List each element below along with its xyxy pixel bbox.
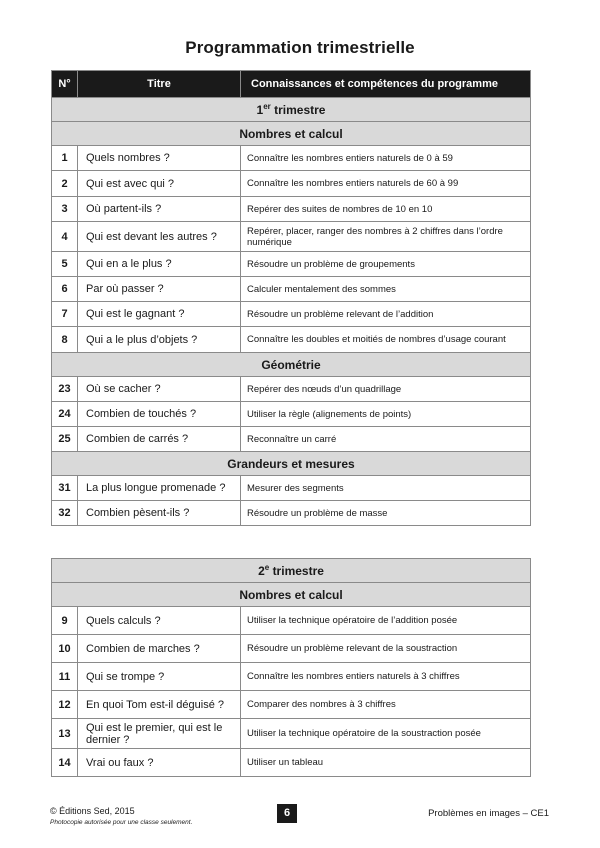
page-number: 6 — [277, 804, 297, 823]
table-row — [52, 749, 531, 777]
table-row — [52, 171, 531, 197]
row-titre: Qui a le plus d’objets ? — [78, 327, 241, 353]
row-competence: Connaître les nombres entiers naturels de 60 à 99 — [241, 171, 531, 197]
row-competence: Utiliser la technique opératoire de l’addition posée — [241, 607, 531, 635]
section-band — [52, 122, 531, 146]
section-band — [52, 583, 531, 607]
row-titre: Vrai ou faux ? — [78, 749, 241, 777]
table-row — [52, 197, 531, 222]
table-row — [52, 719, 531, 749]
row-num: 14 — [52, 749, 78, 777]
table-row — [52, 302, 531, 327]
row-competence: Comparer des nombres à 3 chiffres — [241, 691, 531, 719]
row-num: 8 — [52, 327, 78, 353]
row-competence: Utiliser la règle (alignements de points) — [241, 402, 531, 427]
section-band — [52, 452, 531, 476]
header-titre: Titre — [78, 71, 241, 98]
row-num: 6 — [52, 277, 78, 302]
row-competence: Connaître les nombres entiers naturels de 0 à 59 — [241, 146, 531, 171]
section-label: Nombres et calcul — [52, 583, 531, 607]
row-num: 24 — [52, 402, 78, 427]
section-label: Grandeurs et mesures — [52, 452, 531, 476]
row-titre: Qui est avec qui ? — [78, 171, 241, 197]
row-competence: Repérer des suites de nombres de 10 en 10 — [241, 197, 531, 222]
table-row — [52, 252, 531, 277]
trimestre-band — [52, 559, 531, 583]
row-num: 25 — [52, 427, 78, 452]
footer-book-title: Problèmes en images – CE1 — [428, 808, 549, 819]
row-titre: Qui est le premier, qui est le dernier ? — [78, 719, 241, 749]
row-titre: Qui en a le plus ? — [78, 252, 241, 277]
row-competence: Résoudre un problème de masse — [241, 501, 531, 526]
row-num: 7 — [52, 302, 78, 327]
row-titre: Quels calculs ? — [78, 607, 241, 635]
table-row — [52, 377, 531, 402]
row-competence: Résoudre un problème de groupements — [241, 252, 531, 277]
row-titre: Qui est le gagnant ? — [78, 302, 241, 327]
trimestre-1-table — [51, 70, 531, 526]
table-row — [52, 146, 531, 171]
row-competence: Résoudre un problème relevant de la soustraction — [241, 635, 531, 663]
header-domaine: Connaissances et compétences du programme — [241, 71, 531, 98]
row-competence: Mesurer des segments — [241, 476, 531, 501]
row-competence: Repérer des nœuds d’un quadrillage — [241, 377, 531, 402]
table-row — [52, 222, 531, 252]
row-num: 11 — [52, 663, 78, 691]
table-header — [52, 71, 531, 98]
table-row — [52, 501, 531, 526]
table-row — [52, 691, 531, 719]
header-num: N° — [52, 71, 78, 98]
row-num: 12 — [52, 691, 78, 719]
row-competence: Calculer mentalement des sommes — [241, 277, 531, 302]
row-num: 4 — [52, 222, 78, 252]
page-title: Programmation trimestrielle — [185, 38, 415, 57]
row-competence: Utiliser la technique opératoire de la soustraction posée — [241, 719, 531, 749]
row-titre: Où se cacher ? — [78, 377, 241, 402]
footer-notice: Photocopie autorisée pour une classe seulement. — [50, 819, 193, 826]
trimestre-label: 2e trimestre — [52, 559, 531, 583]
section-band — [52, 353, 531, 377]
row-titre: Par où passer ? — [78, 277, 241, 302]
table-row — [52, 607, 531, 635]
section-label: Géométrie — [52, 353, 531, 377]
row-num: 3 — [52, 197, 78, 222]
table-row — [52, 427, 531, 452]
row-competence: Connaître les nombres entiers naturels à 3 chiffres — [241, 663, 531, 691]
row-competence: Utiliser un tableau — [241, 749, 531, 777]
row-titre: Qui est devant les autres ? — [78, 222, 241, 252]
row-titre: Combien de marches ? — [78, 635, 241, 663]
table-row — [52, 476, 531, 501]
row-num: 23 — [52, 377, 78, 402]
section-label: Nombres et calcul — [52, 122, 531, 146]
row-num: 10 — [52, 635, 78, 663]
row-competence: Reconnaître un carré — [241, 427, 531, 452]
row-competence: Résoudre un problème relevant de l’addition — [241, 302, 531, 327]
row-titre: Qui se trompe ? — [78, 663, 241, 691]
row-titre: Combien de carrés ? — [78, 427, 241, 452]
row-titre: La plus longue promenade ? — [78, 476, 241, 501]
row-num: 5 — [52, 252, 78, 277]
row-competence: Connaître les doubles et moitiés de nombres d’usage courant — [241, 327, 531, 353]
table-row — [52, 327, 531, 353]
table-row — [52, 663, 531, 691]
row-titre: Quels nombres ? — [78, 146, 241, 171]
table-row — [52, 402, 531, 427]
row-titre: Où partent-ils ? — [78, 197, 241, 222]
row-num: 32 — [52, 501, 78, 526]
table-row — [52, 635, 531, 663]
footer-copyright-block — [50, 806, 192, 828]
footer-copyright: © Éditions Sed, 2015 — [50, 806, 135, 816]
row-titre: Combien pèsent-ils ? — [78, 501, 241, 526]
row-num: 31 — [52, 476, 78, 501]
row-titre: Combien de touchés ? — [78, 402, 241, 427]
row-num: 13 — [52, 719, 78, 749]
row-num: 2 — [52, 171, 78, 197]
row-num: 9 — [52, 607, 78, 635]
trimestre-2-table — [51, 558, 531, 777]
row-titre: En quoi Tom est-il déguisé ? — [78, 691, 241, 719]
trimestre-label: 1er trimestre — [52, 98, 531, 122]
row-num: 1 — [52, 146, 78, 171]
trimestre-band — [52, 98, 531, 122]
table-row — [52, 277, 531, 302]
row-competence: Repérer, placer, ranger des nombres à 2 chiffres dans l’ordre numérique — [241, 222, 531, 252]
